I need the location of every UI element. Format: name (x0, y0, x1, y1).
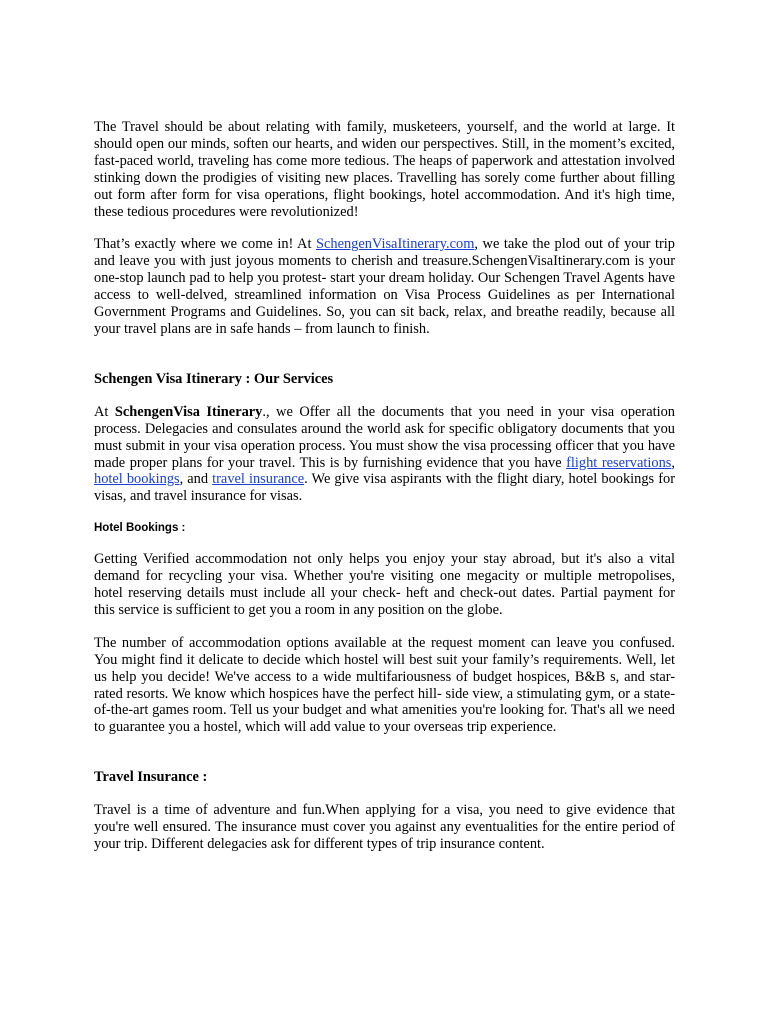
services-heading: Schengen Visa Itinerary : Our Services (94, 370, 334, 387)
hotel-bookings-link[interactable]: hotel bookings (94, 471, 180, 488)
intro-text-start: That’s exactly where we come in! At (94, 236, 316, 253)
document-body (94, 119, 675, 853)
services-text-end: . We give visa aspirants with the flight diary, hotel bookings for visas, and travel insurance for visas. (94, 471, 675, 505)
flight-reservations-link[interactable]: flight reservations (566, 454, 672, 471)
travel-insurance-link[interactable]: travel insurance (212, 471, 305, 488)
services-separator-2: , and (179, 471, 213, 488)
hotel-paragraph-1: Getting Verified accommodation not only helps you enjoy your stay abroad, but it's also a vital demand for recycling your visa. Whether you're visiting one megacity or multiple metropolises, hotel reserving details must include all your check- heft and check-out dates. Partial payment for this service is sufficient to get you a room in any position on the globe. (94, 551, 675, 618)
services-text-mid: ., we Offer all the documents that you need in your visa operation process. Delegacies and consulates around the world ask for specific obligatory documents that you must submit in your visa operation process. You must show the visa processing officer that you have made proper plans for your travel. This is by furnishing evidence that you have (94, 403, 675, 471)
insurance-paragraph: Travel is a time of adventure and fun.When applying for a visa, you need to give evidence that you're well ensured. The insurance must cover you against any eventualities for the entire period of your trip. Different delegacies ask for different types of trip insurance content. (94, 802, 675, 852)
intro-paragraph-2 (94, 236, 675, 337)
hotel-paragraph-2: The number of accommodation options available at the request moment can leave you confused. You might find it delicate to decide which hostel will best suit your family’s requirements. Well, let us help you decide! We've access to a wide multifariousness of budget hospices, B&B s, and star-rated resorts. We know which hospices have the perfect hill- side view, a stimulating gym, or a state-of-the-art games room. Tell us your budget and what amenities you're looking for. That's all we need to guarantee you a hostel, which will add value to your overseas trip experience. (94, 634, 675, 736)
hotel-bookings-heading: Hotel Bookings : (94, 522, 186, 535)
services-paragraph (94, 404, 675, 505)
schengenvisaitinerary-link[interactable]: SchengenVisaItinerary.com (315, 236, 475, 253)
intro-paragraph-1: The Travel should be about relating with family, musketeers, yourself, and the world at large. It should open our minds, soften our hearts, and widen our perspectives. Still, in the moment’s excited, fast-paced world, traveling has come more tedious. The heaps of paperwork and attestation involved stinking down the prodigies of visiting new places. Travelling has sorely come further about filling out form after form for visa operations, flight bookings, hotel accommodation. And it's high time, these tedious procedures were revolutionized! (94, 119, 675, 220)
services-brand-name: SchengenVisa Itinerary (114, 403, 263, 420)
travel-insurance-heading: Travel Insurance : (94, 769, 208, 786)
services-text-start: At (94, 403, 115, 420)
intro-text-end: , we take the plod out of your trip and leave you with just joyous moments to cherish and treasure.SchengenVisaItinerary.com is your one-stop launch pad to help you protest- start your dream holiday. Our Schengen Travel Agents have access to well-delved, streamlined information on Visa Process Guidelines as per International Government Programs and Guidelines. So, you can sit back, relax, and breathe readily, because all your travel plans are in safe hands – from launch to finish. (94, 236, 675, 337)
services-separator-1: , (671, 454, 675, 471)
